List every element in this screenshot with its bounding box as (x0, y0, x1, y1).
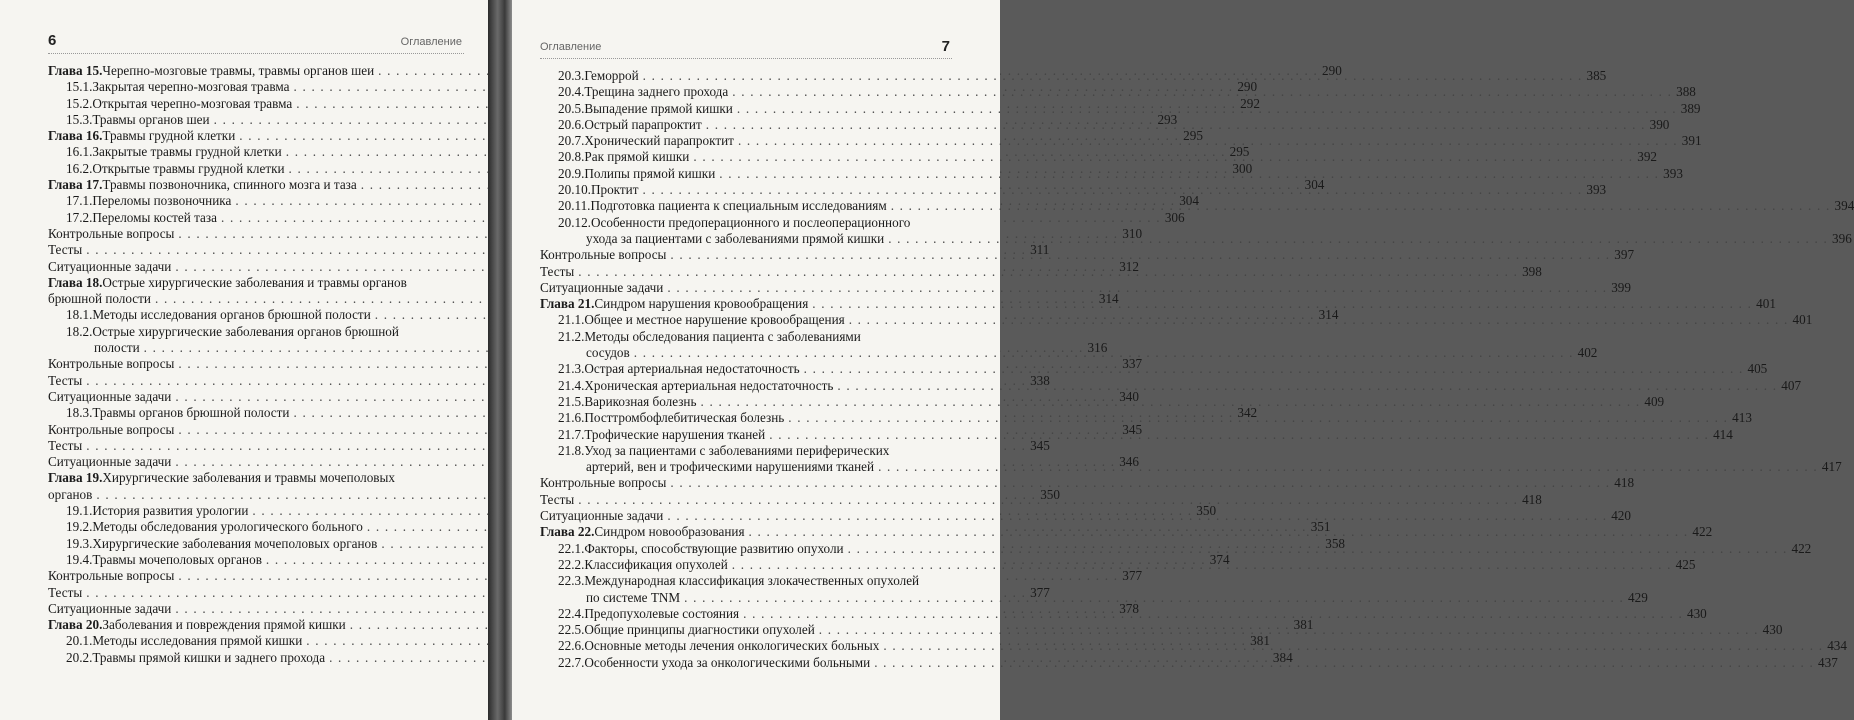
dot-leader (663, 508, 1611, 524)
entry-title: Методы обследования урологического больного (92, 519, 363, 535)
entry-page: 417 (1821, 459, 1842, 475)
entry-title: Синдром нарушения кровообращения (594, 296, 809, 312)
dot-leader (663, 280, 1611, 296)
entry-title: Подготовка пациента к специальным исследованиям (590, 198, 887, 214)
entry-page: 434 (1827, 638, 1847, 654)
entry-page: 381 (1250, 633, 1270, 649)
entry-title: Тесты (48, 584, 83, 600)
entry-page: 430 (1762, 622, 1783, 638)
toc-entry (540, 279, 1631, 296)
entry-number: 16.2. (66, 160, 93, 176)
entry-number: Глава 16. (48, 128, 103, 144)
entry-title: Геморрой (584, 68, 639, 83)
entry-page: 401 (1756, 296, 1776, 312)
entry-page: 396 (1832, 230, 1852, 246)
dot-leader (728, 557, 1676, 573)
entry-page: 310 (1122, 225, 1143, 241)
entry-title: Переломы позвоночника (92, 193, 232, 209)
entry-number: 21.1. (558, 312, 585, 328)
dot-leader (808, 296, 1756, 312)
entry-title: Общее и местное нарушение кровообращения (584, 312, 845, 328)
entry-number: 20.8. (558, 149, 585, 165)
dot-leader (630, 345, 1578, 361)
entry-page: 342 (1237, 405, 1258, 421)
entry-number: 20.1. (66, 633, 93, 649)
entry-page: 314 (1098, 291, 1119, 307)
entry-title: Травмы мочеполовых органов (92, 551, 262, 567)
entry-page: 414 (1713, 426, 1733, 442)
entry-number: Глава 18. (48, 274, 103, 290)
entry-number: 22.4. (558, 605, 585, 621)
entry-number: Глава 20. (48, 617, 103, 633)
entry-title: Хронический парапроктит (584, 133, 734, 149)
entry-title: Уход за пациентами с заболеваниями периферических (584, 442, 890, 458)
entry-page: 402 (1577, 345, 1598, 361)
entry-number: 17.1. (66, 193, 93, 209)
entry-title: Методы обследования пациента с заболеваниями (584, 328, 861, 344)
dot-leader (666, 247, 1614, 263)
entry-title: Хроническая артериальная недостаточность (584, 377, 834, 393)
entry-number: 21.4. (558, 377, 585, 393)
entry-title: Ситуационные задачи (48, 600, 172, 616)
entry-page: 393 (1586, 182, 1607, 198)
entry-title: Особенности ухода за онкологическими больными (584, 654, 871, 670)
entry-page: 337 (1122, 356, 1143, 372)
entry-page: 306 (1164, 209, 1185, 225)
entry-number: 21.3. (558, 361, 585, 377)
entry-page: 300 (1232, 160, 1253, 176)
entry-page: 409 (1644, 393, 1665, 409)
entry-page: 292 (1240, 95, 1260, 111)
entry-title: Тесты (540, 263, 575, 279)
dot-leader (715, 166, 1663, 182)
header-rule (540, 58, 952, 59)
entry-title: Основные методы лечения онкологических больных (584, 638, 880, 654)
entry-page: 429 (1628, 589, 1648, 605)
dot-leader (765, 427, 1713, 443)
dot-leader (697, 394, 1645, 410)
entry-page: 413 (1732, 410, 1752, 426)
entry-title: Особенности предоперационного и послеоперационного (590, 214, 911, 230)
entry-number: 18.1. (66, 307, 93, 323)
entry-title: Варикозная болезнь (584, 393, 697, 409)
entry-page: 290 (1237, 79, 1258, 95)
entry-number: 21.7. (558, 426, 585, 442)
entry-number: 17.2. (66, 209, 93, 225)
entry-title: Методы исследования органов брюшной полости (92, 307, 371, 323)
entry-page: 385 (1586, 68, 1607, 83)
entry-title: Травмы органов брюшной полости (92, 405, 290, 421)
entry-title: Полипы прямой кишки (584, 165, 716, 181)
entry-title: Ситуационные задачи (48, 388, 172, 404)
entry-title: Факторы, способствующие развитию опухоли (584, 540, 844, 556)
entry-page: 377 (1030, 584, 1050, 600)
entry-title: Рак прямой кишки (584, 149, 690, 165)
dot-leader (734, 133, 1682, 149)
toc-entry (540, 573, 952, 589)
entry-number: Глава 15. (48, 63, 103, 78)
dot-leader (639, 182, 1587, 198)
entry-title: ухода за пациентами с заболеваниями прямой кишки (586, 230, 885, 246)
entry-number: 18.2. (66, 323, 93, 339)
entry-page: 378 (1119, 600, 1139, 616)
dot-leader (733, 101, 1681, 117)
entry-title: Тесты (48, 437, 83, 453)
dot-leader (728, 84, 1676, 100)
entry-title: Тесты (48, 372, 83, 388)
entry-title: Переломы костей таза (92, 209, 217, 225)
entry-title: Предопухолевые состояния (584, 605, 740, 621)
entry-number: 20.5. (558, 100, 585, 116)
entry-number: 15.1. (66, 79, 93, 95)
entry-page: 351 (1310, 519, 1331, 535)
entry-title: Выпадение прямой кишки (584, 100, 733, 116)
entry-title: Острые хирургические заболевания и травмы органов (102, 274, 407, 290)
entry-title: Посттромбофлебитическая болезнь (584, 410, 785, 426)
entry-page: 358 (1325, 535, 1346, 551)
entry-page: 389 (1680, 100, 1701, 116)
entry-number: 20.10. (558, 182, 591, 198)
entry-title: Трещина заднего прохода (584, 84, 729, 100)
entry-number: 19.4. (66, 551, 93, 567)
entry-number: 20.2. (66, 649, 93, 665)
entry-page: 311 (1030, 242, 1050, 258)
dot-leader (845, 312, 1793, 328)
toc-entry (540, 475, 1635, 491)
entry-page: 405 (1747, 361, 1768, 377)
entry-page: 345 (1030, 437, 1050, 453)
entry-page: 390 (1649, 116, 1670, 132)
entry-number: 20.3. (558, 68, 585, 83)
entry-page: 304 (1304, 177, 1325, 193)
toc-entry (48, 275, 462, 291)
toc-entry (48, 324, 462, 340)
entry-title: Контрольные вопросы (48, 225, 175, 241)
entry-page: 350 (1040, 486, 1060, 502)
entry-number: 19.2. (66, 519, 93, 535)
entry-number: 20.11. (558, 198, 591, 214)
entry-page: 422 (1791, 540, 1812, 556)
entry-title: Тесты (48, 242, 83, 258)
entry-page: 345 (1122, 421, 1143, 437)
entry-page: 422 (1692, 524, 1713, 540)
entry-page: 377 (1122, 568, 1143, 584)
entry-title: Травмы органов шеи (92, 111, 210, 127)
entry-number: 22.2. (558, 556, 585, 572)
dot-leader (870, 655, 1818, 671)
entry-page: 388 (1676, 84, 1696, 100)
entry-page: 437 (1818, 654, 1838, 670)
entry-number: 22.6. (558, 638, 585, 654)
dot-leader (874, 459, 1822, 475)
entry-title: по системе TNM (586, 589, 681, 605)
entry-page: 304 (1179, 193, 1199, 209)
entry-page: 346 (1119, 454, 1139, 470)
dot-leader (887, 198, 1835, 214)
entry-page: 391 (1681, 133, 1702, 149)
entry-number: 21.6. (558, 410, 585, 426)
entry-number: 16.1. (66, 144, 93, 160)
entry-title: Травмы грудной клетки (102, 128, 236, 144)
dot-leader (879, 638, 1827, 654)
dot-leader (639, 68, 1587, 84)
entry-title: Тесты (540, 491, 575, 507)
entry-number: 21.8. (558, 442, 585, 458)
entry-title: Хирургические заболевания мочеполовых органов (92, 535, 378, 551)
entry-title: Закрытая черепно-мозговая травма (92, 79, 290, 95)
entry-title: полости (94, 340, 140, 356)
entry-page: 425 (1675, 556, 1696, 572)
entry-title: История развития урологии (92, 503, 249, 519)
entry-number: 20.12. (558, 214, 591, 230)
entry-title: Методы исследования прямой кишки (92, 633, 303, 649)
entry-title: органов (48, 486, 93, 502)
entry-page: 393 (1663, 165, 1683, 181)
entry-page: 350 (1196, 503, 1217, 519)
entry-page: 340 (1119, 388, 1139, 404)
toc-entry (540, 443, 952, 459)
dot-leader (680, 590, 1628, 606)
entry-number: 20.4. (558, 84, 585, 100)
entry-number: 15.2. (66, 95, 93, 111)
entry-page: 381 (1293, 617, 1314, 633)
dot-leader (844, 541, 1792, 557)
entry-title: Открытая черепно-мозговая травма (92, 95, 293, 111)
dot-leader (745, 524, 1693, 540)
dot-leader (833, 378, 1781, 394)
entry-page: 418 (1614, 475, 1635, 491)
page-number: 6 (48, 32, 57, 49)
entry-title: Травмы прямой кишки и заднего прохода (92, 649, 326, 665)
entry-page: 407 (1781, 377, 1802, 393)
dot-leader (884, 231, 1832, 247)
entry-number: 22.7. (558, 654, 585, 670)
toc-entry (540, 329, 952, 345)
entry-title: Контрольные вопросы (48, 568, 175, 584)
dot-leader (800, 361, 1748, 377)
entry-number: 20.9. (558, 165, 585, 181)
entry-number: 19.1. (66, 503, 93, 519)
entry-number: 22.3. (558, 573, 585, 589)
header-rule (48, 53, 464, 54)
entry-number: 18.3. (66, 405, 93, 421)
entry-title: Контрольные вопросы (540, 475, 667, 491)
entry-page: 316 (1087, 340, 1108, 356)
entry-number: 21.2. (558, 328, 585, 344)
entry-title: Общие принципы диагностики опухолей (584, 622, 815, 638)
book-gutter (488, 0, 512, 720)
entry-title: Проктит (590, 182, 639, 198)
entry-title: Контрольные вопросы (48, 421, 175, 437)
dot-leader (689, 149, 1637, 165)
dot-leader (574, 264, 1522, 280)
entry-title: Острый парапроктит (584, 116, 702, 132)
entry-page: 295 (1183, 128, 1203, 144)
entry-title: Трофические нарушения тканей (584, 426, 766, 442)
entry-page: 399 (1611, 279, 1631, 295)
entry-title: Ситуационные задачи (540, 508, 664, 524)
entry-page: 314 (1318, 307, 1339, 323)
entry-number: Глава 21. (540, 296, 595, 312)
entry-page: 418 (1522, 491, 1542, 507)
entry-number: Глава 22. (540, 524, 595, 540)
entry-page: 384 (1272, 649, 1293, 665)
dot-leader (702, 117, 1650, 133)
entry-title: Контрольные вопросы (48, 356, 175, 372)
entry-page: 374 (1209, 551, 1230, 567)
entry-page: 290 (1322, 63, 1342, 78)
running-header: Оглавление (400, 36, 462, 48)
entry-page: 420 (1611, 508, 1631, 524)
entry-number: Глава 17. (48, 177, 103, 193)
dot-leader (784, 410, 1732, 426)
page-number: 7 (941, 38, 950, 55)
entry-title: сосудов (586, 345, 630, 361)
entry-page: 293 (1157, 111, 1178, 127)
entry-number: 20.6. (558, 116, 585, 132)
entry-number: 22.5. (558, 622, 585, 638)
entry-page: 430 (1686, 605, 1707, 621)
entry-title: Закрытые травмы грудной клетки (92, 144, 282, 160)
entry-title: Классификация опухолей (584, 556, 728, 572)
entry-number: 20.7. (558, 133, 585, 149)
entry-title: Международная классификация злокачественных опухолей (584, 573, 920, 589)
entry-title: брюшной полости (48, 291, 151, 307)
entry-title: Ситуационные задачи (48, 258, 172, 274)
entry-number: 19.3. (66, 535, 93, 551)
entry-title: Синдром новообразования (594, 524, 745, 540)
dot-leader (666, 475, 1614, 491)
entry-number: 21.5. (558, 393, 585, 409)
entry-title: Острые хирургические заболевания органов брюшной (92, 323, 399, 339)
running-header: Оглавление (540, 41, 602, 53)
entry-title: Ситуационные задачи (540, 279, 664, 295)
entry-number: Глава 19. (48, 470, 103, 486)
entry-page: 392 (1637, 149, 1658, 165)
entry-title: Черепно-мозговые травмы, травмы органов шеи (102, 63, 375, 78)
entry-title: Заболевания и повреждения прямой кишки (102, 617, 346, 633)
entry-title: Контрольные вопросы (540, 247, 667, 263)
entry-title: артерий, вен и трофическими нарушениями тканей (586, 459, 875, 475)
entry-page: 398 (1522, 263, 1542, 279)
entry-title: Хирургические заболевания и травмы мочеполовых (102, 470, 395, 486)
entry-page: 397 (1614, 247, 1635, 263)
entry-number: 22.1. (558, 540, 585, 556)
dot-leader (739, 606, 1687, 622)
entry-title: Ситуационные задачи (48, 454, 172, 470)
entry-number: 15.3. (66, 111, 93, 127)
entry-title: Острая артериальная недостаточность (584, 361, 800, 377)
entry-page: 295 (1229, 144, 1250, 160)
dot-leader (815, 622, 1763, 638)
entry-page: 401 (1792, 312, 1813, 328)
entry-page: 312 (1119, 258, 1139, 274)
entry-title: Открытые травмы грудной клетки (92, 160, 285, 176)
dot-leader (574, 492, 1522, 508)
entry-page: 338 (1030, 372, 1050, 388)
entry-page: 394 (1834, 198, 1854, 214)
toc-entry (48, 470, 462, 486)
entry-title: Травмы позвоночника, спинного мозга и таза (102, 177, 357, 193)
toc-entry (540, 215, 952, 231)
